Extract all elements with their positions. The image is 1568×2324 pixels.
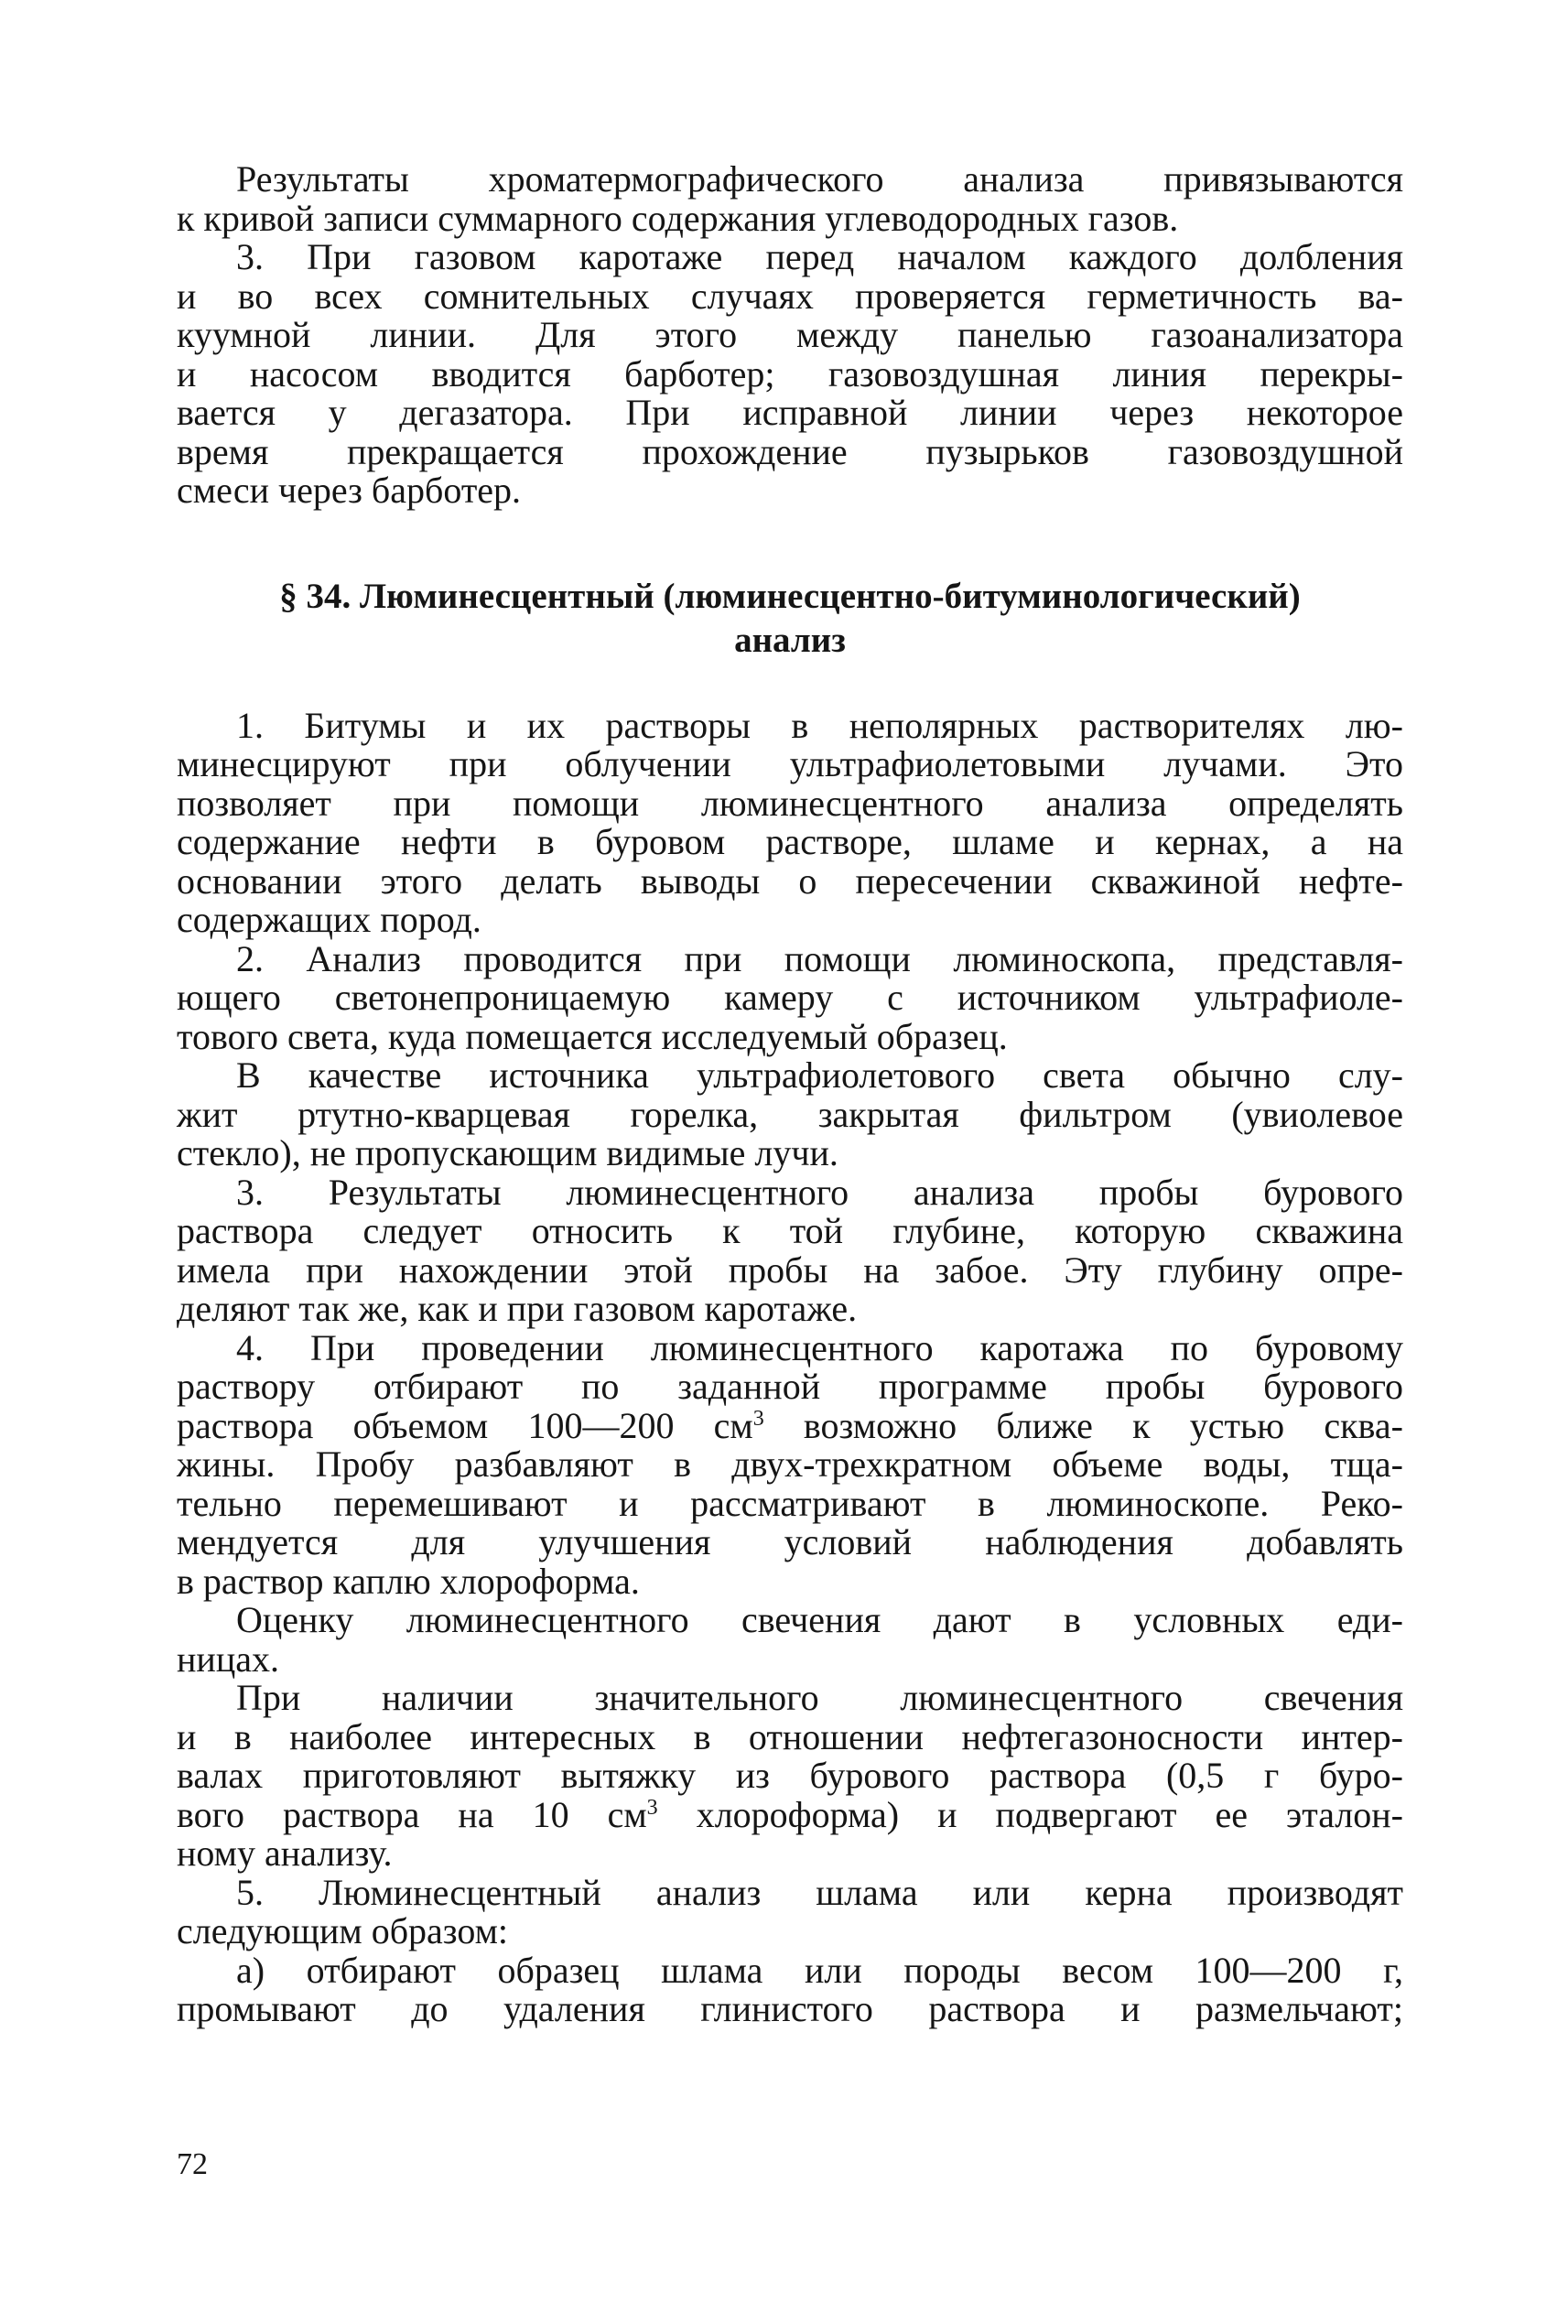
text-line: в раствор каплю хлороформа. bbox=[177, 1560, 640, 1602]
text-line: Результаты хроматермографического анализа привязываются bbox=[236, 158, 1403, 200]
text-line: ницах. bbox=[177, 1638, 279, 1680]
text-line: В качестве источника ультрафиолетового света обычно слу- bbox=[236, 1054, 1403, 1096]
text-line: и в наиболее интересных в отношении нефтегазоносности интер- bbox=[177, 1715, 1403, 1757]
text-line: раствора объемом 100—200 $см^3$ возможно ближе к устью сква- bbox=[177, 1404, 1403, 1446]
paragraph bbox=[177, 1951, 1403, 2029]
text-block-after-heading bbox=[177, 704, 1403, 2029]
paragraph bbox=[177, 1056, 1403, 1173]
text-line: 3. Результаты люминесцентного анализа пробы бурового bbox=[236, 1171, 1403, 1213]
paragraph bbox=[177, 1679, 1403, 1874]
paragraph bbox=[177, 160, 1403, 238]
text-line: тового света, куда помещается исследуемый образец. bbox=[177, 1015, 1008, 1057]
text-line: к кривой записи суммарного содержания углеводородных газов. bbox=[177, 197, 1179, 239]
section-heading bbox=[177, 575, 1403, 663]
text-line: жины. Пробу разбавляют в двух-трехкратном объеме воды, тща- bbox=[177, 1443, 1403, 1485]
text-line: позволяет при помощи люминесцентного анализа определять bbox=[177, 782, 1403, 824]
text-line: 5. Люминесцентный анализ шлама или керна производят bbox=[236, 1871, 1403, 1913]
text-line: 3. При газовом каротаже перед началом каждого долбления bbox=[236, 236, 1403, 277]
text-line: валах приготовляют вытяжку из бурового раствора (0,5 г буро- bbox=[177, 1755, 1403, 1796]
text-line: мендуется для улучшения условий наблюдения добавлять bbox=[177, 1521, 1403, 1562]
paragraph bbox=[177, 704, 1403, 940]
page-body bbox=[177, 160, 1403, 2029]
text-line: раствору отбирают по заданной программе пробы бурового bbox=[177, 1366, 1403, 1407]
text-line: и во всех сомнительных случаях проверяется герметичность ва- bbox=[177, 275, 1403, 317]
text-line: содержащих пород. bbox=[177, 899, 481, 940]
text-line: имела при нахождении этой пробы на забое. Эту глубину опре- bbox=[177, 1248, 1403, 1291]
text-line: ному анализу. bbox=[177, 1832, 393, 1874]
section-heading-line-2: анализ bbox=[734, 620, 846, 660]
paragraph bbox=[177, 937, 1403, 1057]
text-line: При наличии значительного люминесцентного свечения bbox=[236, 1677, 1403, 1718]
text-line: следующим образом: bbox=[177, 1910, 509, 1951]
text-line: жит ртутно-кварцевая горелка, закрытая фильтром (увиолевое bbox=[177, 1093, 1403, 1135]
text-line: вого раствора на 10 $см^3$ хлороформа) и подвергают ее эталон- bbox=[177, 1793, 1403, 1835]
text-line: 1. Битумы и их растворы в неполярных растворителях лю- bbox=[236, 704, 1403, 746]
text-line: и насосом вводится барботер; газовоздушная линия перекры- bbox=[177, 352, 1403, 395]
text-line: тельно перемешивают и рассматривают в люминоскопе. Реко- bbox=[177, 1482, 1403, 1524]
text-line: Оценку люминесцентного свечения дают в условных еди- bbox=[236, 1599, 1403, 1640]
text-line: 4. При проведении люминесцентного каротажа по буровому bbox=[236, 1326, 1403, 1368]
text-line: ющего светонепроницаемую камеру с источником ультрафиоле- bbox=[177, 977, 1403, 1018]
page-number: 72 bbox=[177, 2147, 208, 2181]
text-line: промывают до удаления глинистого раствора и размельчают; bbox=[177, 1988, 1403, 2029]
text-line: стекло), не пропускающим видимые лучи. bbox=[177, 1132, 838, 1173]
paragraph bbox=[177, 238, 1403, 511]
text-line: деляют так же, как и при газовом каротаже. bbox=[177, 1288, 858, 1329]
text-block-before-heading bbox=[177, 160, 1403, 511]
paragraph bbox=[177, 1601, 1403, 1679]
paragraph bbox=[177, 1871, 1403, 1951]
paragraph bbox=[177, 1173, 1403, 1329]
text-line: основании этого делать выводы о пересечении скважиной нефте- bbox=[177, 859, 1403, 902]
text-line: а) отбирают образец шлама или породы весом 100—200 г, bbox=[236, 1949, 1403, 1991]
text-line: раствора следует относить к той глубине, которую скважина bbox=[177, 1210, 1403, 1251]
text-line: куумной линии. Для этого между панелью газоанализатора bbox=[177, 314, 1403, 355]
text-line: время прекращается прохождение пузырьков газовоздушной bbox=[177, 430, 1403, 472]
text-line: вается у дегазатора. При исправной линии через некоторое bbox=[177, 392, 1403, 433]
text-line: смеси через барботер. bbox=[177, 470, 522, 511]
paragraph bbox=[177, 1326, 1403, 1602]
section-heading-line-1: § 34. Люминесцентный (люминесцентно-битуминологический) bbox=[279, 576, 1301, 616]
text-line: минесцируют при облучении ультрафиолетовыми лучами. Это bbox=[177, 743, 1403, 784]
text-line: содержание нефти в буровом растворе, шламе и кернах, а на bbox=[177, 821, 1403, 862]
text-line: 2. Анализ проводится при помощи люминоскопа, представля- bbox=[236, 937, 1403, 979]
